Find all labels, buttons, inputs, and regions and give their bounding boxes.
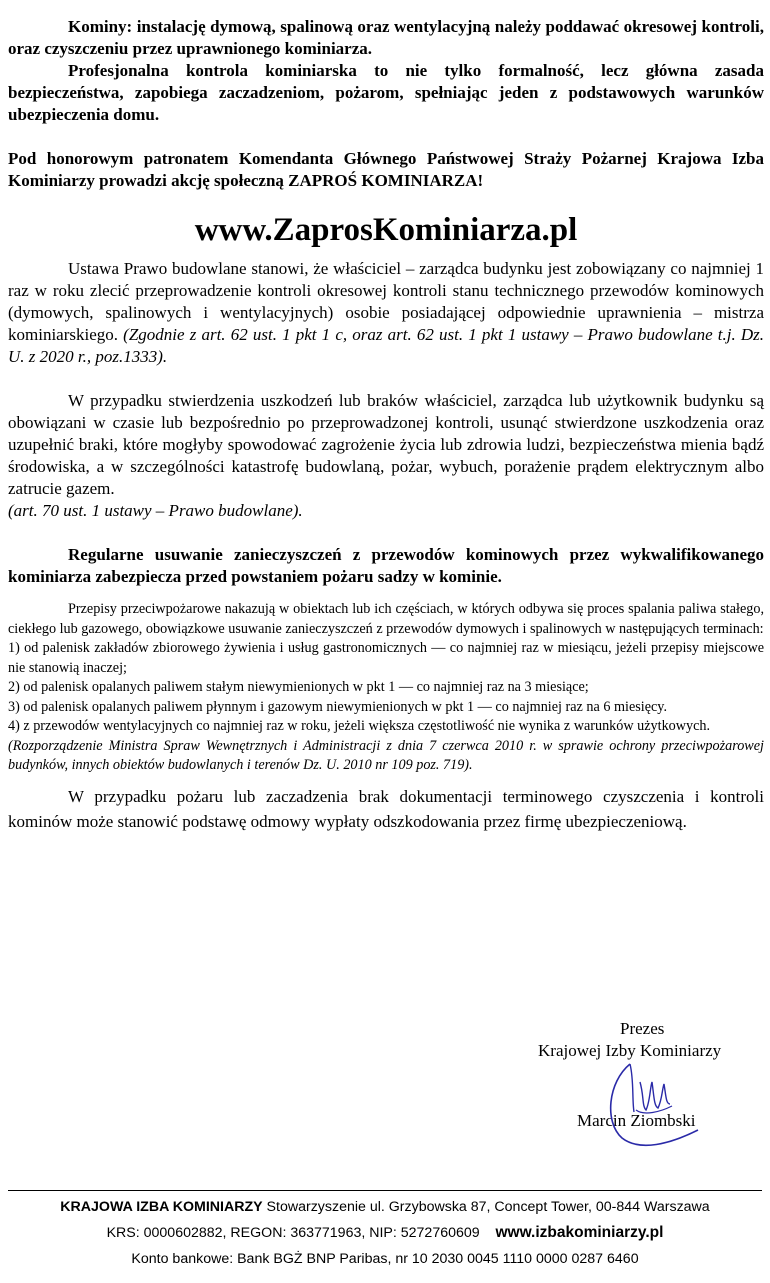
signature-name: Marcin Ziombski	[577, 1111, 696, 1130]
regulation-item-2: 2) od palenisk opalanych paliwem stałym niewymienionych w pkt 1 — co najmniej raz na 3 miesiące;	[8, 679, 589, 695]
regulation-item-3: 3) od palenisk opalanych paliwem płynnym i gazowym niewymienionych w pkt 1 — co najmniej raz na 6 miesięcy.	[8, 698, 668, 715]
intro-section	[8, 0, 764, 126]
regulation-section	[8, 600, 764, 776]
signature-organization: Krajowej Izby Kominiarzy	[538, 1041, 722, 1060]
damage-paragraph: W przypadku stwierdzenia uszkodzeń lub braków właściciel, zarządca lub użytkownik budynku są obowiązani w czasie lub bezpośrednio po przeprowadzonej kontroli, usunąć stwierdzone uszkodzenia oraz uzupełnić braki, które mogłyby spowodować zagrożenie życia lub zdrowia ludzi, bezpieczeństwa mienia bądź środowiska, a w szczególności katastrofę budowlaną, pożar, wybuch, porażenie prądem elektrycznym albo zatrucie gazem.	[8, 391, 764, 498]
footer-registry: KRS: 0000602882, REGON: 363771963, NIP: 5272760609	[106, 1225, 480, 1241]
campaign-website: www.ZaprosKominiarza.pl	[194, 212, 578, 248]
damage-paragraph-citation: (art. 70 ust. 1 ustawy – Prawo budowlane).	[8, 501, 303, 520]
insurance-paragraph: W przypadku pożaru lub zaczadzenia brak dokumentacji terminowego czyszczenia i kontroli kominów może stanowić podstawę odmowy wypłaty odszkodowania przez firmę ubezpieczeniową.	[8, 786, 764, 831]
footer-org-name: KRAJOWA IZBA KOMINIARZY	[60, 1199, 263, 1215]
patronage-paragraph: Pod honorowym patronatem Komendanta Głównego Państwowej Straży Pożarnej Krajowa Izba Kominiarzy prowadzi akcję społeczną ZAPROŚ KOMINIARZA!	[8, 149, 764, 190]
regulation-item-1: 1) od palenisk zakładów zbiorowego żywienia i usług gastronomicznych — co najmniej raz w miesiącu, jeżeli przepisy miejscowe nie stanowią inaczej;	[8, 640, 764, 676]
intro-paragraph-inspection: Profesjonalna kontrola kominiarska to nie tylko formalność, lecz główna zasada bezpieczeństwa, zapobiega zaczadzeniom, pożarom, spełniając jeden z podstawowych warunków ubezpieczenia domu.	[8, 61, 764, 124]
regulation-citation: (Rozporządzenie Ministra Spraw Wewnętrznych i Administracji z dnia 7 czerwca 2010 r. w sprawie ochrony przeciwpożarowej budynków, innych obiektów budowlanych i terenów Dz. U. 2010 nr 109 poz. 719).	[8, 737, 764, 773]
handwritten-signature-icon	[600, 1052, 710, 1152]
regulation-item-4: 4) z przewodów wentylacyjnych co najmniej raz w roku, jeżeli większa częstotliwość nie wynika z warunków użytkowych.	[8, 718, 711, 734]
footer-address: Stowarzyszenie ul. Grzybowska 87, Concept Tower, 00-844 Warszawa	[262, 1199, 710, 1215]
footer-address-line	[0, 1194, 770, 1220]
footer-divider	[8, 1190, 762, 1191]
document-body	[8, 0, 764, 834]
footer-website-link[interactable]: www.izbakominiarzy.pl	[495, 1224, 664, 1241]
signature-title: Prezes	[620, 1019, 665, 1038]
law-paragraph-citation: (Zgodnie z art. 62 ust. 1 pkt 1 c, oraz art. 62 ust. 1 pkt 1 ustawy – Prawo budowlane t.j. Dz. U. z 2020 r., poz.1333).	[8, 325, 764, 366]
footer	[0, 1194, 770, 1272]
law-paragraph	[8, 258, 764, 368]
law-paragraph-text: Ustawa Prawo budowlane stanowi, że właściciel – zarządca budynku jest zobowiązany co najmniej 1 raz w roku zlecić przeprowadzenie kontroli okresowej kontroli stanu technicznego przewodów kominowych (dymowych, spalinowych i wentylacyjnych) osobie posiadającej odpowiednie uprawnienia – mistrza kominiarskiego.	[8, 259, 764, 344]
regulation-intro: Przepisy przeciwpożarowe nakazują w obiektach lub ich częściach, w których odbywa się proces spalania paliwa stałego, ciekłego lub gazowego, obowiązkowe usuwanie zanieczyszczeń z przewodów dymowych i spalinowych w następujących terminach:	[8, 601, 764, 637]
footer-registry-line	[0, 1220, 770, 1246]
regular-cleaning-paragraph: Regularne usuwanie zanieczyszczeń z przewodów kominowych przez wykwalifikowanego kominiarza zabezpiecza przed powstaniem pożaru sadzy w kominie.	[8, 545, 764, 586]
footer-bank-account: Konto bankowe: Bank BGŻ BNP Paribas, nr 10 2030 0045 1110 0000 0287 6460	[131, 1251, 639, 1267]
intro-paragraph-chimneys: Kominy: instalację dymową, spalinową oraz wentylacyjną należy poddawać okresowej kontroli, oraz czyszczeniu przez uprawnionego kominiarza.	[8, 17, 764, 58]
